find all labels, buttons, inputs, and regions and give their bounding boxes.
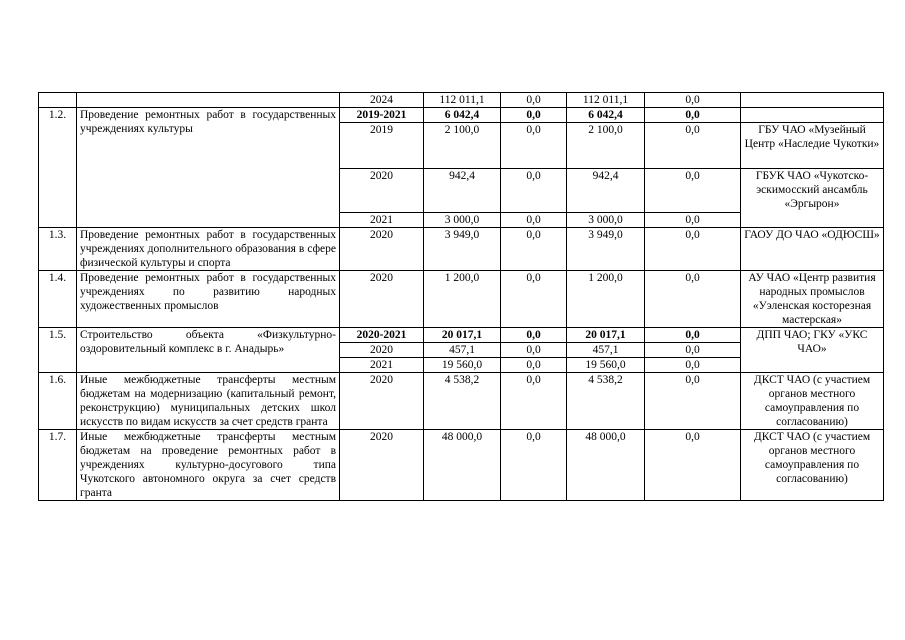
federal-cell: 0,0 xyxy=(501,228,567,271)
okrug-cell: 112 011,1 xyxy=(567,93,645,108)
year-cell: 2020 xyxy=(340,228,424,271)
total-cell: 3 949,0 xyxy=(424,228,501,271)
table-row xyxy=(39,228,884,271)
responsible-cell: ГБУ ЧАО «Музейный Центр «Наследие Чукотки» xyxy=(741,123,884,169)
table-row xyxy=(39,108,884,123)
okrug-cell: 6 042,4 xyxy=(567,108,645,123)
total-cell: 6 042,4 xyxy=(424,108,501,123)
total-cell: 19 560,0 xyxy=(424,358,501,373)
federal-cell: 0,0 xyxy=(501,108,567,123)
table-row xyxy=(39,271,884,328)
other-cell: 0,0 xyxy=(645,213,741,228)
total-cell: 4 538,2 xyxy=(424,373,501,430)
other-cell: 0,0 xyxy=(645,169,741,213)
other-cell: 0,0 xyxy=(645,93,741,108)
row-number: 1.4. xyxy=(39,271,77,328)
federal-cell: 0,0 xyxy=(501,93,567,108)
year-cell: 2020 xyxy=(340,373,424,430)
row-number: 1.7. xyxy=(39,430,77,501)
federal-cell: 0,0 xyxy=(501,123,567,169)
okrug-cell: 20 017,1 xyxy=(567,328,645,343)
total-cell: 20 017,1 xyxy=(424,328,501,343)
other-cell: 0,0 xyxy=(645,343,741,358)
row-description: Строительство объекта «Физкультурно-оздоровительный комплекс в г. Анадырь» xyxy=(77,328,340,373)
other-cell: 0,0 xyxy=(645,430,741,501)
row-number: 1.2. xyxy=(39,108,77,228)
year-cell: 2021 xyxy=(340,358,424,373)
federal-cell: 0,0 xyxy=(501,328,567,343)
year-cell: 2019-2021 xyxy=(340,108,424,123)
other-cell: 0,0 xyxy=(645,271,741,328)
total-cell: 1 200,0 xyxy=(424,271,501,328)
row-description xyxy=(77,93,340,108)
okrug-cell: 4 538,2 xyxy=(567,373,645,430)
row-description: Проведение ремонтных работ в государственных учреждениях по развитию народных художественных промыслов xyxy=(77,271,340,328)
year-cell: 2021 xyxy=(340,213,424,228)
year-cell: 2020 xyxy=(340,271,424,328)
row-number: 1.5. xyxy=(39,328,77,373)
row-description: Иные межбюджетные трансферты местным бюджетам на модернизацию (капитальный ремонт, реконструкцию) муниципальных детских школ искусств по видам искусств за счет средств гранта xyxy=(77,373,340,430)
total-cell: 48 000,0 xyxy=(424,430,501,501)
other-cell: 0,0 xyxy=(645,228,741,271)
federal-cell: 0,0 xyxy=(501,373,567,430)
row-number xyxy=(39,93,77,108)
federal-cell: 0,0 xyxy=(501,213,567,228)
other-cell: 0,0 xyxy=(645,373,741,430)
federal-cell: 0,0 xyxy=(501,271,567,328)
table-row xyxy=(39,328,884,343)
table-row xyxy=(39,373,884,430)
table-row xyxy=(39,93,884,108)
row-description: Проведение ремонтных работ в государственных учреждениях дополнительного образования в сфере физической культуры и спорта xyxy=(77,228,340,271)
row-number: 1.3. xyxy=(39,228,77,271)
okrug-cell: 48 000,0 xyxy=(567,430,645,501)
other-cell: 0,0 xyxy=(645,123,741,169)
responsible-cell: ДПП ЧАО; ГКУ «УКС ЧАО» xyxy=(741,328,884,373)
year-cell: 2020 xyxy=(340,430,424,501)
okrug-cell: 942,4 xyxy=(567,169,645,213)
year-cell: 2020 xyxy=(340,169,424,213)
year-cell: 2020-2021 xyxy=(340,328,424,343)
federal-cell: 0,0 xyxy=(501,358,567,373)
okrug-cell: 2 100,0 xyxy=(567,123,645,169)
okrug-cell: 3 000,0 xyxy=(567,213,645,228)
okrug-cell: 19 560,0 xyxy=(567,358,645,373)
responsible-cell: АУ ЧАО «Центр развития народных промыслов «Уэленская косторезная мастерская» xyxy=(741,271,884,328)
responsible-cell xyxy=(741,93,884,108)
responsible-cell: ГБУК ЧАО «Чукотско-эскимосский ансамбль «Эргырон» xyxy=(741,169,884,228)
other-cell: 0,0 xyxy=(645,328,741,343)
row-number: 1.6. xyxy=(39,373,77,430)
total-cell: 3 000,0 xyxy=(424,213,501,228)
total-cell: 457,1 xyxy=(424,343,501,358)
okrug-cell: 1 200,0 xyxy=(567,271,645,328)
total-cell: 112 011,1 xyxy=(424,93,501,108)
year-cell: 2024 xyxy=(340,93,424,108)
budget-table xyxy=(38,92,884,501)
okrug-cell: 3 949,0 xyxy=(567,228,645,271)
responsible-cell xyxy=(741,108,884,123)
other-cell: 0,0 xyxy=(645,108,741,123)
row-description: Иные межбюджетные трансферты местным бюджетам на проведение ремонтных работ в учреждениях культурно-досугового типа Чукотского автономного округа за счет средств гранта xyxy=(77,430,340,501)
responsible-cell: ДКСТ ЧАО (с участием органов местного самоуправления по согласованию) xyxy=(741,373,884,430)
federal-cell: 0,0 xyxy=(501,169,567,213)
federal-cell: 0,0 xyxy=(501,343,567,358)
other-cell: 0,0 xyxy=(645,358,741,373)
row-description: Проведение ремонтных работ в государственных учреждениях культуры xyxy=(77,108,340,228)
responsible-cell: ГАОУ ДО ЧАО «ОДЮСШ» xyxy=(741,228,884,271)
okrug-cell: 457,1 xyxy=(567,343,645,358)
table-row xyxy=(39,430,884,501)
total-cell: 2 100,0 xyxy=(424,123,501,169)
year-cell: 2019 xyxy=(340,123,424,169)
year-cell: 2020 xyxy=(340,343,424,358)
federal-cell: 0,0 xyxy=(501,430,567,501)
total-cell: 942,4 xyxy=(424,169,501,213)
responsible-cell: ДКСТ ЧАО (с участием органов местного самоуправления по согласованию) xyxy=(741,430,884,501)
